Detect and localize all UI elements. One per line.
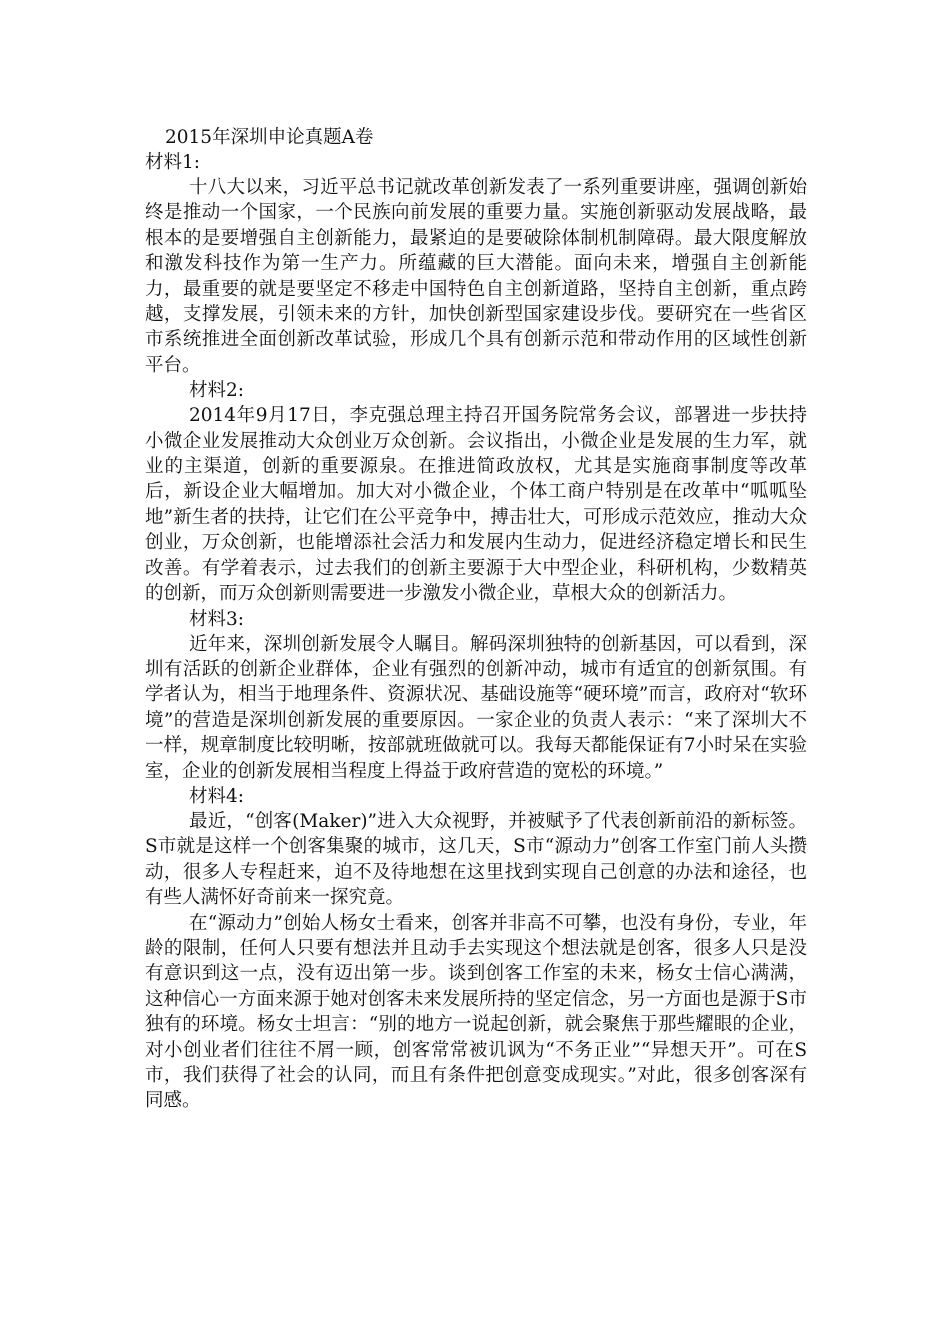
material-paragraph: 最近，“创客(Maker)”进入大众视野，并被赋予了代表创新前沿的新标签。S市就是这样一个创客集聚的城市，这几天，S市“源动力”创客工作室门前人头攒动，很多人专程赶来，迫不及待地想在这里找到实现自己创意的办法和途径，也有些人满怀好奇前来一探究竟。 (145, 810, 807, 909)
material-label: 材料1: (145, 152, 201, 173)
material-paragraph: 在“源动力”创始人杨女士看来，创客并非高不可攀，也没有身份，专业，年龄的限制，任何人只要有想法并且动手去实现这个想法就是创客，很多人只是没有意识到这一点，没有迈出第一步。谈到创客工作室的未来，杨女士信心满满，这种信心一方面来源于她对创客未来发展所持的坚定信念，另一方面也是源于S市独有的环境。杨女士坦言：“别的地方一说起创新，就会聚焦于那些耀眼的企业，对小创业者们往往不屑一顾，创客常常被讥讽为“不务正业”“异想天开”。可在S市，我们获得了社会的认同，而且有条件把创意变成现实。”对此，很多创客深有同感。 (145, 912, 807, 1112)
material-section-2 (145, 378, 807, 606)
document-page (145, 125, 807, 1114)
material-paragraph: 近年来，深圳创新发展令人瞩目。解码深圳独特的创新基因，可以看到，深圳有活跃的创新企业群体，企业有强烈的创新冲动，城市有适宜的创新氛围。有学者认为，相当于地理条件、资源状况、基础设施等“硬环境”而言，政府对“软环境”的营造是深圳创新发展的重要原因。一家企业的负责人表示：“来了深圳大不一样，规章制度比较明晰，按部就班做就可以。我每天都能保证有7小时呆在实验室，企业的创新发展相当程度上得益于政府营造的宽松的环境。” (145, 633, 807, 782)
material-label: 材料3: (189, 608, 245, 630)
document-title: 2015年深圳申论真题A卷 (165, 127, 374, 148)
material-section-3 (145, 607, 807, 784)
material-paragraph: 十八大以来，习近平总书记就改革创新发表了一系列重要讲座，强调创新始终是推动一个国家，一个民族向前发展的重要力量。实施创新驱动发展战略，最根本的是要增强自主创新能力，最紧迫的是要破除体制机制障碍。最大限度解放和激发科技作为第一生产力。所蕴藏的巨大潜能。面向未来，增强自主创新能力，最重要的就是要坚定不移走中国特色自主创新道路，坚持自主创新，重点跨越，支撑发展，引领未来的方针，加快创新型国家建设步伐。要研究在一些省区市系统推进全面创新改革试验，形成几个具有创新示范和带动作用的区域性创新平台。 (145, 177, 807, 376)
material-section-4 (145, 784, 807, 1114)
material-section-1 (145, 150, 807, 378)
material-paragraph: 2014年9月17日，李克强总理主持召开国务院常务会议，部署进一步扶持小微企业发展推动大众创业万众创新。会议指出，小微企业是发展的生力军，就业的主渠道，创新的重要源泉。在推进简政放权，尤其是实施商事制度等改革后，新设企业大幅增加。加大对小微企业，个体工商户特别是在改革中“呱呱坠地”新生者的扶持，让它们在公平竞争中，搏击壮大，可形成示范效应，推动大众创业，万众创新，也能增添社会活力和发展内生动力，促进经济稳定增长和民生改善。有学着表示，过去我们的创新主要源于大中型企业，科研机构，少数精英的创新，而万众创新则需要进一步激发小微企业，草根大众的创新活力。 (145, 405, 807, 605)
material-label: 材料2: (189, 380, 245, 402)
material-label: 材料4: (189, 785, 245, 807)
